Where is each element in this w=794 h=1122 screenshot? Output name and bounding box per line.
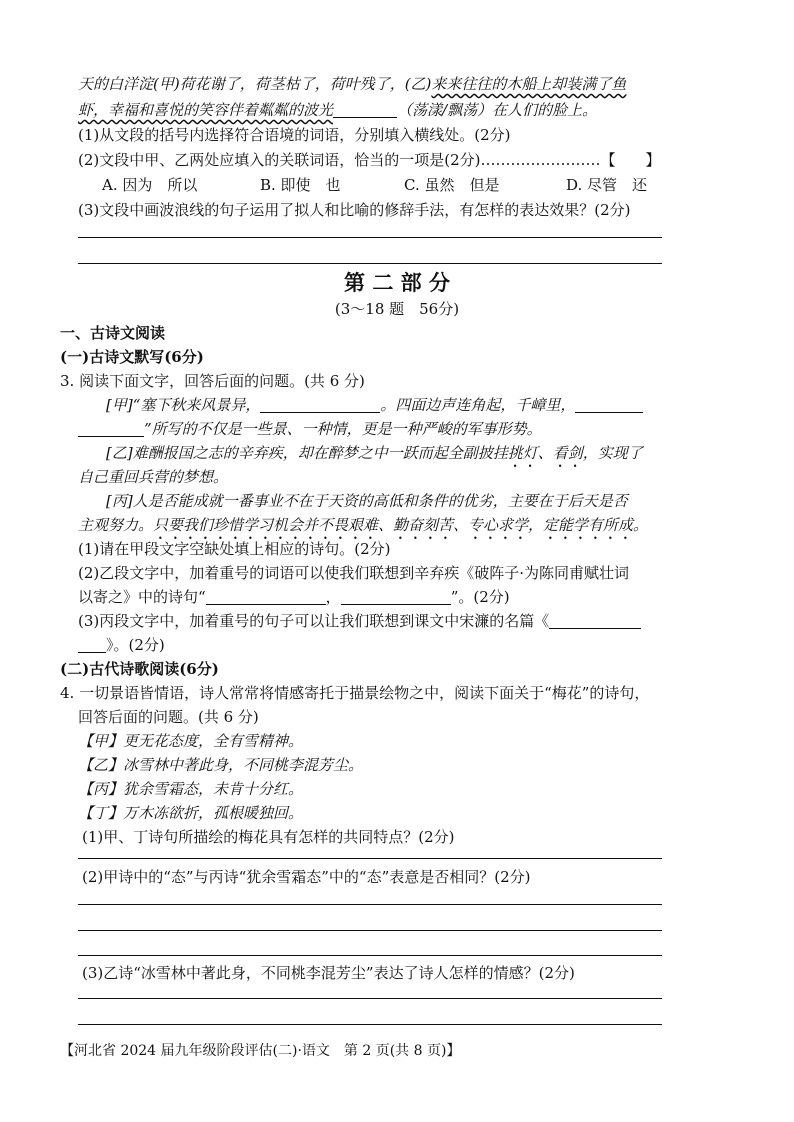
passage-yi-2: 自己重回兵营的梦想。 xyxy=(78,468,229,486)
fill-blank[interactable] xyxy=(575,396,643,413)
passage-text: [乙]难酬报国之志的辛弃疾，却在醉梦之中一跃而起全副披挂 xyxy=(106,444,508,462)
subsection-heading: (一)古诗文默写(6分) xyxy=(60,348,204,366)
passage-text: 。 xyxy=(633,516,649,534)
passage-text: ”所写的不仅是一些景、一种情，更是一种严峻的军事形势。 xyxy=(144,420,542,438)
emphasis-word: 看剑 xyxy=(552,444,583,462)
answer-line[interactable] xyxy=(78,263,662,264)
question-3-2-b xyxy=(78,586,510,608)
options-row xyxy=(102,174,647,196)
part-subtitle: (3～18 题 56分) xyxy=(334,300,460,318)
fill-blank[interactable] xyxy=(78,636,106,653)
answer-line[interactable] xyxy=(78,858,662,859)
passage-text: 。四面边声连角起，千嶂里， xyxy=(380,396,576,414)
question-3-3 xyxy=(78,610,641,632)
wavy-sentence: 来来往往的木船上却装满了鱼 xyxy=(431,75,627,93)
fill-blank[interactable] xyxy=(78,420,144,437)
passage-jia xyxy=(106,394,643,416)
option-b[interactable]: B. 即使 也 xyxy=(260,176,341,194)
answer-line[interactable] xyxy=(78,237,662,238)
passage-text: ，实现了 xyxy=(582,444,643,462)
passage-line-2 xyxy=(78,99,597,121)
emphasis-sentence: 只要我们珍惜学习机会并不畏艰难、勤奋刻苦、专心求学，定能学有所成 xyxy=(153,516,634,534)
passage-line-1 xyxy=(78,73,626,95)
emphasis-word: 挑灯 xyxy=(507,444,538,462)
poem-yi: 【乙】冰雪林中著此身，不同桃李混芳尘。 xyxy=(78,756,364,774)
passage-jia-2 xyxy=(78,418,542,440)
option-d[interactable]: D. 尽管 还 xyxy=(566,176,648,194)
question-text: ， xyxy=(325,588,341,606)
question-4-3: (3)乙诗“冰雪林中著此身，不同桃李混芳尘”表达了诗人怎样的情感？(2分) xyxy=(82,964,575,982)
answer-line[interactable] xyxy=(78,998,662,999)
question-4-intro-b: 回答后面的问题。(共 6 分) xyxy=(78,708,259,726)
passage-text: 天的白洋淀(甲)荷花谢了，荷茎枯了，荷叶残了，(乙) xyxy=(78,75,432,93)
fill-blank[interactable] xyxy=(341,588,451,605)
fill-blank[interactable] xyxy=(206,588,326,605)
question-1-3: (3)文段中画波浪线的句子运用了拟人和比喻的修辞手法，有怎样的表达效果？(2分) xyxy=(78,201,631,219)
question-3-1: (1)请在甲段文字空缺处填上相应的诗句。(2分) xyxy=(78,540,391,558)
answer-line[interactable] xyxy=(78,1024,662,1025)
passage-text: （荡漾/飘荡）在人们的脸上。 xyxy=(397,101,598,119)
fill-blank[interactable] xyxy=(333,101,397,118)
page-footer: 【河北省 2024 届九年级阶段评估(二)·语文 第 2 页(共 8 页)】 xyxy=(60,1043,461,1059)
fill-blank[interactable] xyxy=(549,612,641,629)
question-4-2: (2)甲诗中的“态”与丙诗“犹余雪霜态”中的“态”表意是否相同？(2分) xyxy=(82,868,531,886)
wavy-sentence: 虾，幸福和喜悦的笑容伴着粼粼的波光 xyxy=(78,101,334,119)
poem-jia: 【甲】更无花态度，全有雪精神。 xyxy=(78,732,304,750)
part-title: 第 二 部 分 xyxy=(344,270,450,295)
answer-line[interactable] xyxy=(78,930,662,931)
answer-line[interactable] xyxy=(78,904,662,905)
answer-line[interactable] xyxy=(78,955,662,956)
subsection-heading: (二)古代诗歌阅读(6分) xyxy=(60,660,219,678)
passage-text: [甲]“塞下秋来风景异， xyxy=(106,396,261,414)
question-3-3-b xyxy=(78,634,165,656)
option-a[interactable]: A. 因为 所以 xyxy=(102,176,198,194)
question-1-2: (2)文段中甲、乙两处应填入的关联词语，恰当的一项是(2分)……………………【 】 xyxy=(78,151,661,169)
passage-text: 主观努力。 xyxy=(78,516,154,534)
passage-text: 、 xyxy=(537,444,553,462)
poem-bing: 【丙】犹余雪霜态，未肯十分红。 xyxy=(78,780,304,798)
poem-ding: 【丁】万木冻欲折，孤根暖独回。 xyxy=(78,804,304,822)
question-text: (3)丙段文字中，加着重号的句子可以让我们联想到课文中宋濂的名篇《 xyxy=(78,612,550,630)
question-text: 以寄之》中的诗句“ xyxy=(78,588,206,606)
question-text: 》。(2分) xyxy=(106,636,165,654)
fill-blank[interactable] xyxy=(260,396,380,413)
passage-bing: [丙]人是否能成就一番事业不在于天资的高低和条件的优劣，主要在于后天是否 xyxy=(106,492,628,510)
question-3-intro: 3. 阅读下面文字，回答后面的问题。(共 6 分) xyxy=(60,372,365,390)
question-text: ”。(2分) xyxy=(450,588,510,606)
question-4-intro: 4. 一切景语皆情语，诗人常常将情感寄托于描景绘物之中，阅读下面关于“梅花”的诗句， xyxy=(60,684,650,702)
section-heading: 一、古诗文阅读 xyxy=(60,324,166,342)
question-4-1: (1)甲、丁诗句所描绘的梅花具有怎样的共同特点？(2分) xyxy=(82,828,455,846)
question-1-1: (1)从文段的括号内选择符合语境的词语，分别填入横线处。(2分) xyxy=(78,126,511,144)
option-c[interactable]: C. 虽然 但是 xyxy=(404,176,500,194)
question-3-2: (2)乙段文字中，加着重号的词语可以使我们联想到辛弃疾《破阵子·为陈同甫赋壮词 xyxy=(78,564,630,582)
